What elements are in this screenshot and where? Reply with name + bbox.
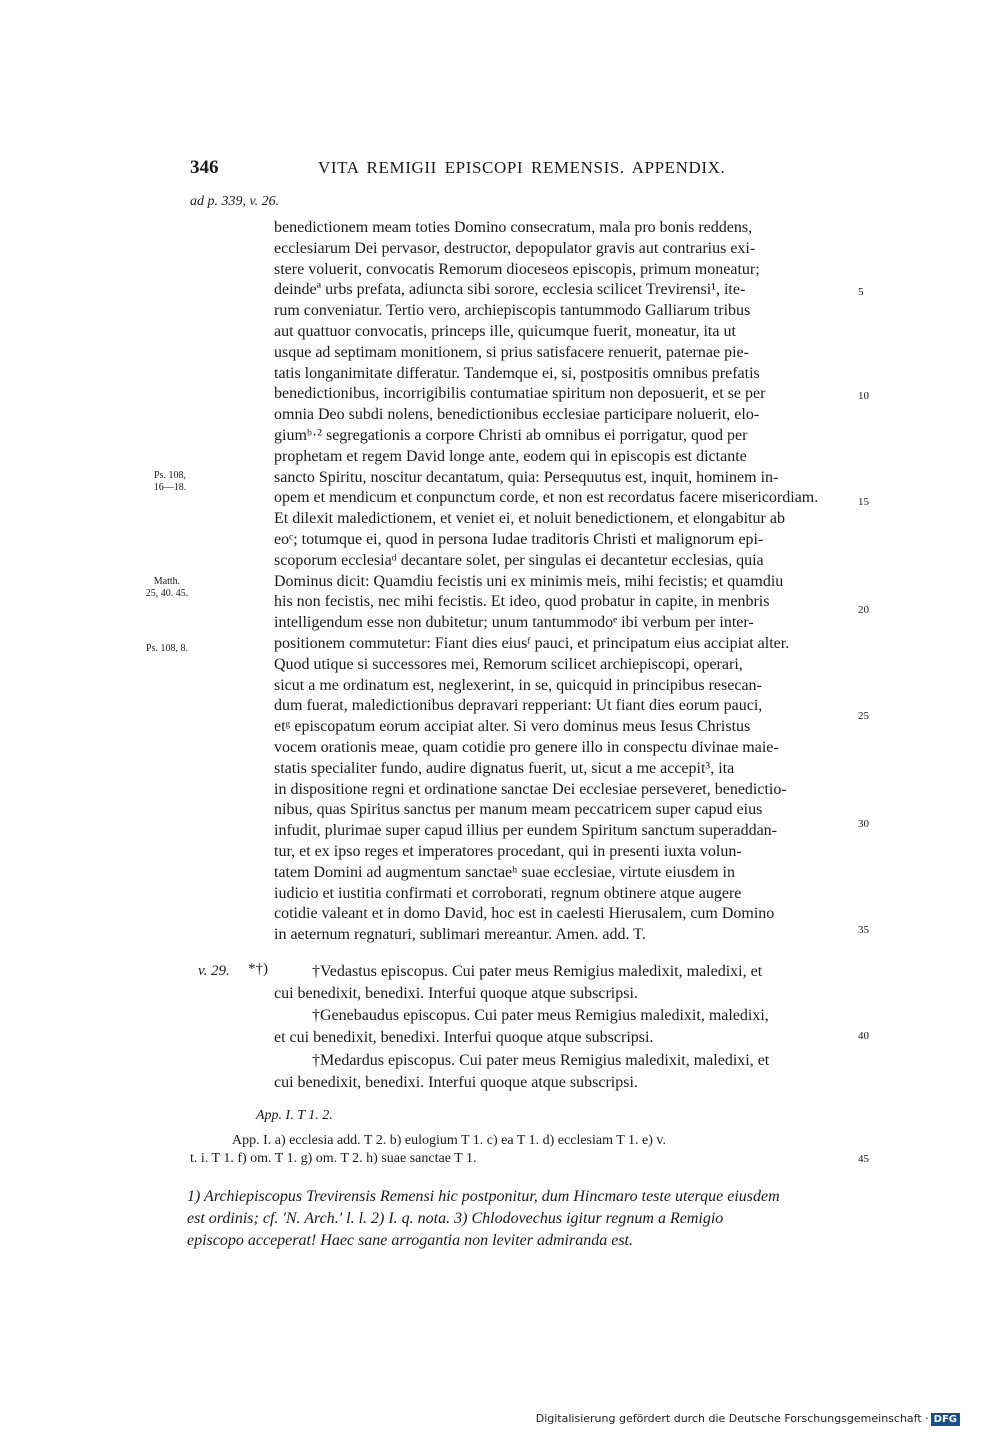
text-line: benedictionibus, incorrigibilis contumatiae spiritum non deposuerit, et se per: [274, 385, 766, 403]
line-number: 5: [858, 286, 864, 298]
signature-line: †Genebaudus episcopus. Cui pater meus Remigius maledixit, maledixi,: [312, 1007, 769, 1024]
text-line: aut quattuor convocatis, princeps ille, quicumque fuerit, moneatur, ita ut: [274, 323, 736, 340]
section-reference: ad p. 339, v. 26.: [190, 194, 280, 209]
text-line: Quod utique si successores mei, Remorum scilicet archiepiscopi, operari,: [274, 655, 743, 673]
apparatus-heading: App. I. T 1. 2.: [256, 1108, 333, 1123]
line-number: 10: [858, 390, 869, 402]
text-line: sicut a me ordinatum est, neglexerint, in se, quicquid in principibus resecan-: [274, 676, 762, 694]
line-number: 45: [858, 1153, 869, 1165]
signature-reference: v. 29.: [198, 963, 230, 979]
text-line: vocem orationis meae, quam cotidie pro genere illo in conspectu divinae maie-: [274, 739, 779, 756]
apparatus-line: t. i. T 1. f) om. T 1. g) om. T 2. h) suae sanctae T 1.: [190, 1151, 477, 1166]
text-line: tur, et ex ipso reges et imperatores procedant, qui in presenti iuxta volun-: [274, 843, 742, 860]
text-line: ecclesiarum Dei pervasor, destructor, depopulator gravis aut contrarius exi-: [274, 239, 756, 257]
dfg-logo: DFG: [931, 1413, 960, 1426]
digitization-credit: [536, 1412, 960, 1426]
text-line: positionem commutetur: Fiant dies eiusᶠ pauci, et principatum eius accipiat alter.: [274, 635, 790, 652]
signature-line: et cui benedixit, benedixi. Interfui quoque atque subscripsi.: [274, 1029, 654, 1046]
text-line: sancto Spiritu, noscitur decantatum, quia: Persequutus est, inquit, hominem in-: [274, 468, 779, 486]
text-line: usque ad septimam monitionem, si prius satisfacere renuerit, paternae pie-: [274, 343, 749, 361]
text-line: iudicio et iustitia confirmati et corroborati, regnum obtinere atque augere: [274, 884, 742, 902]
signature-line: †Vedastus episcopus. Cui pater meus Remigius maledixit, maledixi, et: [312, 963, 763, 980]
text-line: scoporum ecclesiaᵈ decantare solet, per singulas ei decantetur ecclesias, quia: [274, 551, 764, 569]
text-line: etᵍ episcopatum eorum accipiat alter. Si vero dominus meus Iesus Christus: [274, 718, 751, 736]
signature-line: cui benedixit, benedixi. Interfui quoque atque subscripsi.: [274, 985, 638, 1002]
line-number: 20: [858, 604, 869, 616]
text-line: tatem Domini ad augmentum sanctaeʰ suae ecclesiae, virtute eiusdem in: [274, 863, 735, 881]
footnote-line: episcopo acceperat! Haec sane arrogantia non leviter admiranda est.: [187, 1232, 633, 1249]
apparatus-line: App. I. a) ecclesia add. T 2. b) eulogium T 1. c) ea T 1. d) ecclesiam T 1. e) v.: [232, 1133, 667, 1148]
margin-note: Ps. 108, 8.: [146, 643, 188, 654]
line-number: 40: [858, 1030, 869, 1042]
line-number: 30: [858, 818, 869, 830]
signature-marker: *†): [248, 961, 268, 977]
text-line: omnia Deo subdi nolens, benedictionibus ecclesiae participare noluerit, elo-: [274, 406, 760, 424]
credit-text: Digitalisierung gefördert durch die Deutsche Forschungsgemeinschaft ·: [535, 1412, 929, 1425]
line-number: 35: [858, 924, 869, 936]
text-line: infudit, plurimae super capud illius per eundem Spiritum sanctum superaddan-: [274, 822, 777, 840]
footnote-line: est ordinis; cf. 'N. Arch.' l. l. 2) I. q. nota. 3) Chlodovechus igitur regnum a Remigio: [187, 1210, 724, 1227]
text-line: dum fuerat, maledictionibus depravari repperiant: Ut fiant dies eorum pauci,: [274, 697, 763, 715]
text-line: deindeª urbs prefata, adiuncta sibi sorore, ecclesia scilicet Trevirensi¹, ite-: [274, 281, 746, 299]
text-line: rum conveniatur. Tertio vero, archiepiscopis tantummodo Galliarum tribus: [274, 302, 751, 320]
line-number: 15: [858, 496, 869, 508]
margin-note: Ps. 108, 16—18.: [153, 470, 187, 493]
text-line: opem et mendicum et conpunctum corde, et non est recordatus facere misericordiam.: [274, 489, 819, 507]
text-line: stere voluerit, convocatis Remorum dioceseos episcopis, primum moneatur;: [274, 260, 760, 278]
page-number: 346: [190, 157, 219, 178]
line-number: 25: [858, 710, 869, 722]
text-line: prophetam et regem David longe ante, eodem qui in episcopis est dictante: [274, 447, 747, 465]
text-line: his non fecistis, nec mihi fecistis. Et ideo, quod probatur in capite, in menbris: [274, 593, 770, 611]
text-line: Dominus dicit: Quamdiu fecistis uni ex minimis meis, mihi fecistis; et quamdiu: [274, 572, 784, 590]
text-line: statis specialiter fundo, audire dignatus fuerit, ut, sicut a me accepit³, ita: [274, 759, 735, 777]
margin-note: Matth. 25, 40. 45.: [145, 576, 189, 599]
running-head: VITA REMIGII EPISCOPI REMENSIS. APPENDIX.: [318, 158, 726, 177]
signature-line: †Medardus episcopus. Cui pater meus Remigius maledixit, maledixi, et: [312, 1052, 770, 1069]
text-line: intelligendum esse non dubitetur; unum tantummodoᵉ ibi verbum per inter-: [274, 614, 754, 632]
footnote-line: 1) Archiepiscopus Trevirensis Remensi hic postponitur, dum Hincmaro teste uterque eiusdem: [187, 1188, 780, 1205]
text-line: in dispositione regni et ordinatione sanctae Dei ecclesiae perseveret, benedictio-: [274, 780, 787, 798]
text-line: benedictionem meam toties Domino consecratum, mala pro bonis reddens,: [274, 219, 753, 236]
signature-line: cui benedixit, benedixi. Interfui quoque atque subscripsi.: [274, 1074, 638, 1091]
text-line: eoᶜ; totumque ei, quod in persona Iudae traditoris Christi et malignorum epi-: [274, 531, 764, 548]
text-line: Et dilexit maledictionem, et veniet ei, et noluit benedictionem, et elongabitur ab: [274, 510, 785, 528]
text-line: tatis longanimitate differatur. Tandemque ei, si, postpositis omnibus prefatis: [274, 364, 760, 382]
text-line: in aeternum regnaturi, sublimari mereantur. Amen. add. T.: [274, 926, 646, 944]
text-line: giumᵇ·² segregationis a corpore Christi ab omnibus ei porrigatur, quod per: [274, 427, 748, 444]
text-line: cotidie valeant et in domo David, hoc est in caelesti Hierusalem, cum Domino: [274, 905, 775, 923]
text-line: nibus, quas Spiritus sanctus per manum meam peccatricem super capud eius: [274, 801, 763, 819]
